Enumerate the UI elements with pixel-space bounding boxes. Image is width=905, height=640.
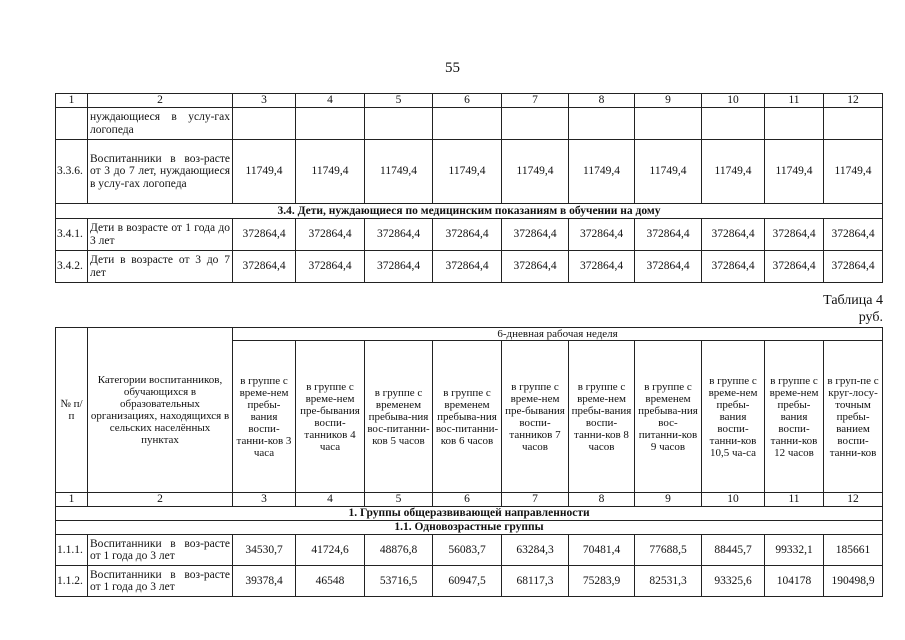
cell-value: 11749,4 xyxy=(569,140,635,204)
col-num: 10 xyxy=(702,94,765,108)
cell-value: 104178 xyxy=(765,566,824,597)
cell-value: 56083,7 xyxy=(433,535,502,566)
cell-value: 372864,4 xyxy=(296,219,365,251)
group-header: в группе с временем пребыва-ния вос-питанни-ков 6 часов xyxy=(433,341,502,493)
cell-value: 82531,3 xyxy=(635,566,702,597)
col-num: 5 xyxy=(365,493,433,507)
cell-value: 372864,4 xyxy=(502,251,569,283)
row-id: 3.4.1. xyxy=(56,219,88,251)
table-row xyxy=(56,108,883,140)
column-number-row xyxy=(56,493,883,507)
cell-value: 11749,4 xyxy=(635,140,702,204)
subsection-title: 1.1. Одновозрастные группы xyxy=(56,521,883,535)
cell-value: 11749,4 xyxy=(502,140,569,204)
cell-value: 372864,4 xyxy=(569,251,635,283)
col-num: 9 xyxy=(635,493,702,507)
cell-value: 11749,4 xyxy=(296,140,365,204)
cell-value: 372864,4 xyxy=(233,251,296,283)
col-num: 11 xyxy=(765,493,824,507)
group-header: в группе с време-нем пребы-вания воспи-танни-ков 12 часов xyxy=(765,341,824,493)
col-num: 1 xyxy=(56,94,88,108)
cell-value: 372864,4 xyxy=(702,219,765,251)
group-header: в группе с временем пребыва-ния вос-питанни-ков 5 часов xyxy=(365,341,433,493)
section-row xyxy=(56,521,883,535)
row-label: Дети в возрасте от 1 года до 3 лет xyxy=(88,219,233,251)
cell-value: 99332,1 xyxy=(765,535,824,566)
section-title: 3.4. Дети, нуждающиеся по медицинским показаниям в обучении на дому xyxy=(56,204,883,219)
cell-value: 11749,4 xyxy=(824,140,883,204)
cell-value: 372864,4 xyxy=(635,251,702,283)
cell-value: 372864,4 xyxy=(433,219,502,251)
cell-value: 48876,8 xyxy=(365,535,433,566)
col-num: 4 xyxy=(296,493,365,507)
cell-value: 77688,5 xyxy=(635,535,702,566)
table-row xyxy=(56,566,883,597)
group-header: в груп-пе с круг-лосу-точным пребы-ванием воспи-танни-ков xyxy=(824,341,883,493)
group-header: в группе с време-нем пребы-вания воспи-танни-ков 10,5 ча-са xyxy=(702,341,765,493)
cell-value: 11749,4 xyxy=(433,140,502,204)
cell-value: 46548 xyxy=(296,566,365,597)
cell-value: 372864,4 xyxy=(365,251,433,283)
section-row xyxy=(56,507,883,521)
cell-value: 39378,4 xyxy=(233,566,296,597)
cell-value: 372864,4 xyxy=(635,219,702,251)
cell-value: 11749,4 xyxy=(765,140,824,204)
cell-value: 372864,4 xyxy=(433,251,502,283)
cell-value: 190498,9 xyxy=(824,566,883,597)
cell-value: 11749,4 xyxy=(233,140,296,204)
col-num: 7 xyxy=(502,493,569,507)
row-label: Воспитанники в воз-расте от 1 года до 3 лет xyxy=(88,566,233,597)
cell-value: 372864,4 xyxy=(365,219,433,251)
cell-value: 34530,7 xyxy=(233,535,296,566)
category-header: Категории воспитанников, обучающихся в образовательных организациях, находящихся в сельских населённых пунктах xyxy=(88,328,233,493)
cell-value: 372864,4 xyxy=(502,219,569,251)
row-id: 1.1.2. xyxy=(56,566,88,597)
cell-value: 372864,4 xyxy=(765,251,824,283)
table-unit: руб. xyxy=(858,310,883,325)
cell-value: 68117,3 xyxy=(502,566,569,597)
week-header: 6-дневная рабочая неделя xyxy=(233,328,883,341)
col-num: 12 xyxy=(824,493,883,507)
col-num: 6 xyxy=(433,94,502,108)
table-row xyxy=(56,535,883,566)
page-number: 55 xyxy=(445,60,460,76)
cell-value: 11749,4 xyxy=(365,140,433,204)
col-num: 10 xyxy=(702,493,765,507)
table-rural-groups xyxy=(55,327,883,597)
row-label: нуждающиеся в услу-гах логопеда xyxy=(88,108,233,140)
cell-value: 372864,4 xyxy=(233,219,296,251)
cell-value: 70481,4 xyxy=(569,535,635,566)
col-num: 5 xyxy=(365,94,433,108)
table-row xyxy=(56,251,883,283)
col-num: 2 xyxy=(88,493,233,507)
header-row xyxy=(56,328,883,341)
cell-value: 372864,4 xyxy=(765,219,824,251)
row-id: 3.4.2. xyxy=(56,251,88,283)
group-header: в группе с време-нем пре-бывания воспи-танников 7 часов xyxy=(502,341,569,493)
cell-value: 372864,4 xyxy=(569,219,635,251)
group-header: в группе с временем пребыва-ния вос-питанни-ков 9 часов xyxy=(635,341,702,493)
number-header: № п/п xyxy=(56,328,88,493)
section-title: 1. Группы общеразвивающей направленности xyxy=(56,507,883,521)
table-row xyxy=(56,219,883,251)
cell-value: 75283,9 xyxy=(569,566,635,597)
col-num: 11 xyxy=(765,94,824,108)
group-header: в группе с време-нем пребы-вания воспи-танни-ков 3 часа xyxy=(233,341,296,493)
table-row xyxy=(56,140,883,204)
col-num: 9 xyxy=(635,94,702,108)
row-id: 3.3.6. xyxy=(56,140,88,204)
cell-value: 41724,6 xyxy=(296,535,365,566)
group-header: в группе с време-нем пре-бывания воспи-танников 4 часа xyxy=(296,341,365,493)
cell-value: 88445,7 xyxy=(702,535,765,566)
cell-value: 63284,3 xyxy=(502,535,569,566)
table-continuation xyxy=(55,93,883,283)
cell-value: 372864,4 xyxy=(296,251,365,283)
col-num: 3 xyxy=(233,94,296,108)
col-num: 4 xyxy=(296,94,365,108)
column-number-row xyxy=(56,94,883,108)
cell-value: 53716,5 xyxy=(365,566,433,597)
cell-value: 60947,5 xyxy=(433,566,502,597)
table-caption: Таблица 4 xyxy=(823,293,883,308)
row-id: 1.1.1. xyxy=(56,535,88,566)
section-row xyxy=(56,204,883,219)
cell-value: 372864,4 xyxy=(824,251,883,283)
row-label: Воспитанники в воз-расте от 1 года до 3 лет xyxy=(88,535,233,566)
row-label: Дети в возрасте от 3 до 7 лет xyxy=(88,251,233,283)
cell-value: 11749,4 xyxy=(702,140,765,204)
cell-value: 372864,4 xyxy=(702,251,765,283)
cell-value: 93325,6 xyxy=(702,566,765,597)
group-header: в группе с време-нем пребы-вания воспи-танни-ков 8 часов xyxy=(569,341,635,493)
col-num: 8 xyxy=(569,94,635,108)
col-num: 1 xyxy=(56,493,88,507)
col-num: 7 xyxy=(502,94,569,108)
cell-value: 372864,4 xyxy=(824,219,883,251)
row-label: Воспитанники в воз-расте от 3 до 7 лет, нуждающиеся в услу-гах логопеда xyxy=(88,140,233,204)
col-num: 3 xyxy=(233,493,296,507)
col-num: 2 xyxy=(88,94,233,108)
col-num: 8 xyxy=(569,493,635,507)
col-num: 12 xyxy=(824,94,883,108)
col-num: 6 xyxy=(433,493,502,507)
cell-value: 185661 xyxy=(824,535,883,566)
